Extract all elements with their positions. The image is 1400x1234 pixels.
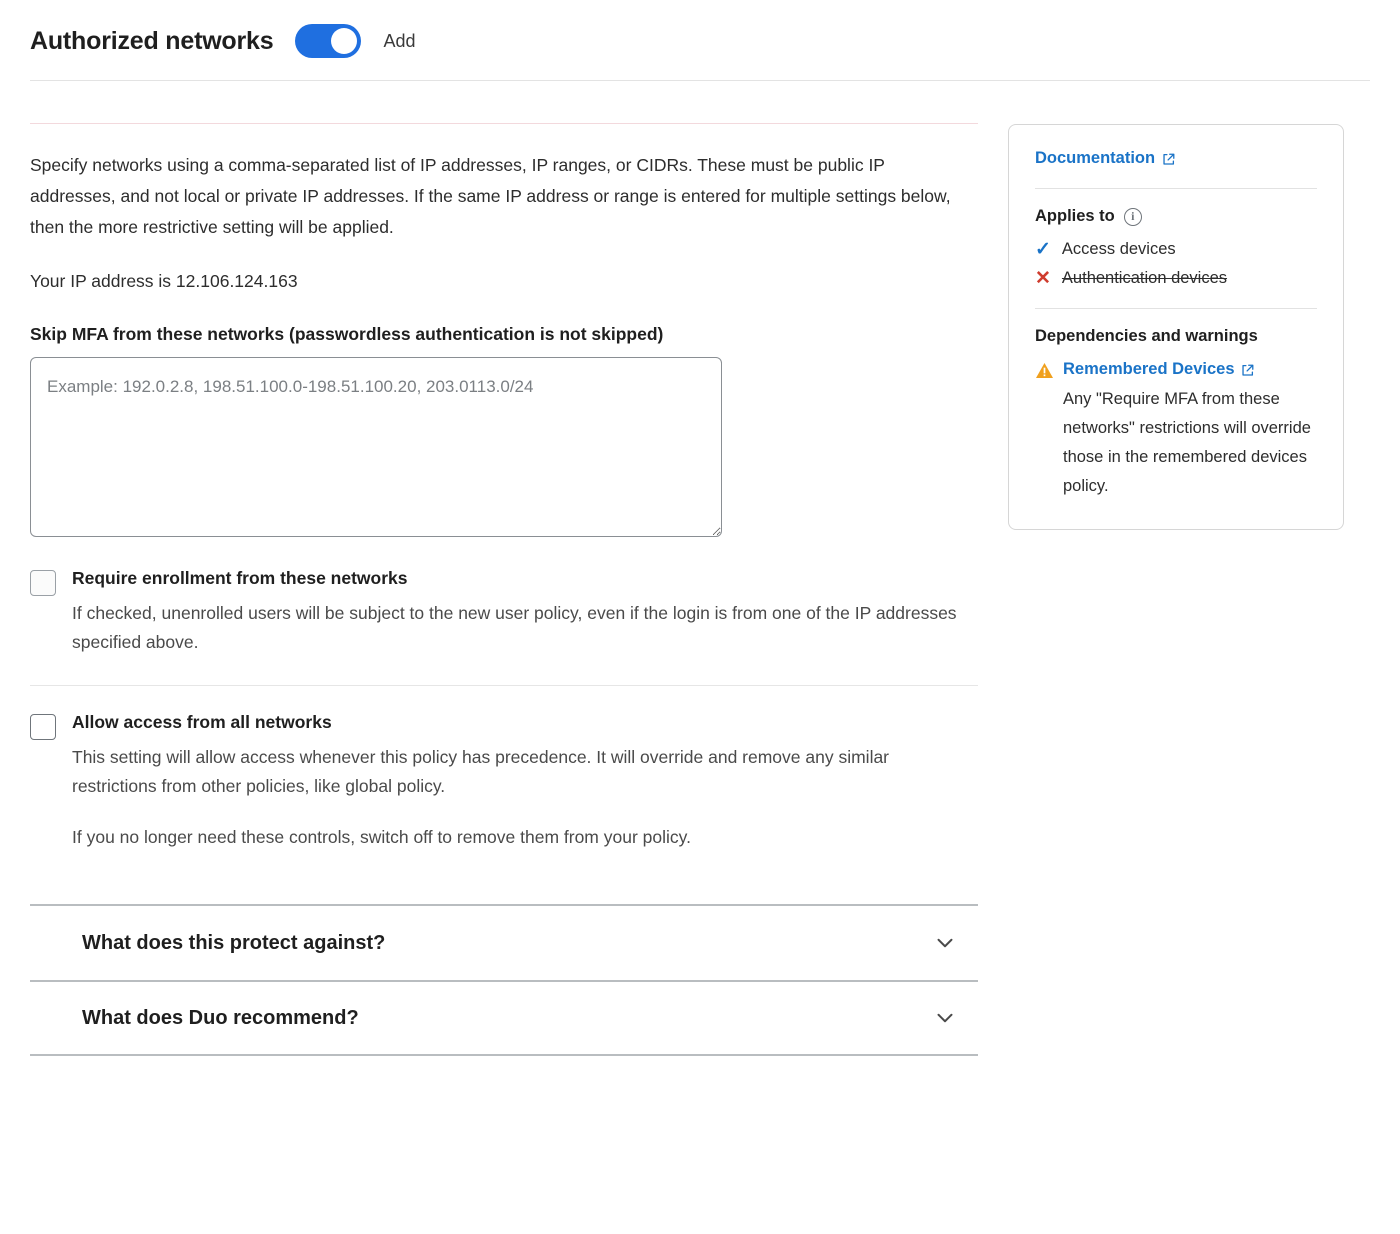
sidebar-divider-1 — [1035, 188, 1317, 189]
allow-all-networks-block — [30, 685, 978, 852]
dependencies-heading — [1035, 327, 1317, 346]
documentation-link[interactable] — [1035, 149, 1175, 168]
info-icon[interactable]: i — [1124, 208, 1142, 226]
toggle-label: Add — [383, 30, 416, 51]
panel-header — [0, 0, 1400, 80]
faq-accordions — [30, 904, 978, 1056]
applies-to-heading-label: Applies to — [1035, 207, 1115, 225]
close-icon: ✕ — [1035, 268, 1051, 289]
chevron-down-icon — [932, 1005, 958, 1031]
allow-all-networks-text — [72, 712, 978, 852]
applies-to-access-devices — [1035, 240, 1317, 259]
require-enrollment-title: Require enrollment from these networks — [72, 568, 408, 588]
intro-text: Specify networks using a comma-separated list of IP addresses, IP ranges, or CIDRs. These must be public IP addresses, and not local or private IP addresses. If the same IP address or range is entered for multiple settings below, then the more restrictive setting will be applied. — [30, 155, 951, 237]
your-ip-text: Your IP address is 12.106.124.163 — [30, 271, 298, 291]
main-column — [30, 81, 978, 1056]
documentation-link-label: Documentation — [1035, 149, 1156, 167]
allow-all-networks-desc: This setting will allow access whenever this policy has precedence. It will override and remove any similar restrictions from other policies, like global policy. — [72, 747, 890, 796]
dependencies-heading-label: Dependencies and warnings — [1035, 327, 1258, 345]
applies-to-heading — [1035, 207, 1317, 226]
check-icon: ✓ — [1035, 239, 1051, 260]
external-link-icon — [1162, 152, 1175, 165]
accordion-protect-against-title: What does this protect against? — [82, 931, 386, 954]
accordion-duo-recommend[interactable] — [30, 980, 978, 1056]
allow-all-networks-title: Allow access from all networks — [72, 712, 332, 732]
remembered-devices-link-label: Remembered Devices — [1063, 360, 1235, 378]
allow-all-networks-desc-2: If you no longer need these controls, switch off to remove them from your policy. — [72, 827, 691, 847]
remembered-devices-link[interactable] — [1063, 360, 1254, 379]
sidebar-divider-2 — [1035, 308, 1317, 309]
warning-triangle-icon — [1035, 362, 1054, 379]
remembered-devices-warning — [1035, 360, 1317, 379]
main-top-divider — [30, 123, 978, 124]
remembered-devices-warning-text: Any "Require MFA from these networks" restrictions will override those in the remembered devices policy. — [1063, 390, 1311, 495]
require-enrollment-block — [30, 542, 978, 657]
chevron-down-icon — [932, 930, 958, 956]
info-sidebar — [1008, 124, 1344, 530]
applies-to-authentication-devices — [1035, 269, 1317, 288]
applies-to-authentication-devices-label: Authentication devices — [1061, 269, 1228, 287]
require-enrollment-text — [72, 568, 978, 657]
panel-body — [0, 81, 1400, 1056]
external-link-icon — [1241, 363, 1254, 376]
applies-to-access-devices-label: Access devices — [1061, 240, 1176, 258]
skip-mfa-label: Skip MFA from these networks (passwordless authentication is not skipped) — [30, 324, 664, 344]
skip-mfa-networks-input[interactable] — [30, 357, 722, 537]
accordion-protect-against[interactable] — [30, 904, 978, 980]
authorized-networks-toggle[interactable] — [295, 24, 361, 58]
accordion-duo-recommend-title: What does Duo recommend? — [82, 1006, 359, 1029]
toggle-knob — [331, 28, 357, 54]
allow-all-networks-checkbox[interactable] — [30, 714, 56, 740]
page-title: Authorized networks — [30, 26, 274, 55]
require-enrollment-desc: If checked, unenrolled users will be subject to the new user policy, even if the login is from one of the IP addresses specified above. — [72, 603, 957, 652]
require-enrollment-checkbox[interactable] — [30, 570, 56, 596]
